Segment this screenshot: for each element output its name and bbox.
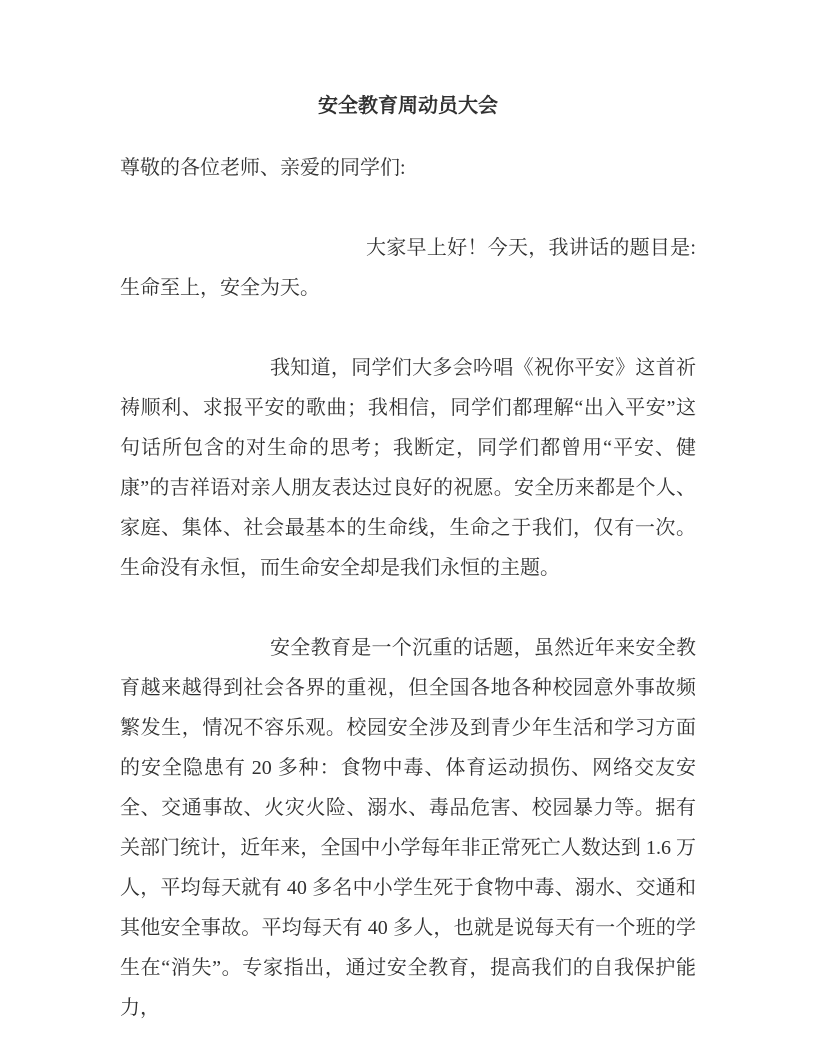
document-title: 安全教育周动员大会 — [318, 95, 498, 117]
body-paragraph-2: 安全教育是一个沉重的话题，虽然近年来安全教育越来越得到社会各界的重视，但全国各地各种校园意外事故频繁发生，情况不容乐观。校园安全涉及到青少年生活和学习方面的安全隐患有 20 多种：食物中毒、体育运动损伤、网络交友安全、交通事故、火灾火险、溺水、毒品危害、校园暴力等。据有关部门统计，近年来，全国中小学每年非正常死亡人数达到 1.6 万人，平均每天就有 40 多名中小学生死于食物中毒、溺水、交通和其他安全事故。平均每天有 40 多人，也就是说每天有一个班的学生在“消失”。专家指出，通过安全教育，提高我们的自我保护能力， — [120, 637, 696, 1019]
body-paragraph-1: 我知道，同学们大多会吟唱《祝你平安》这首祈祷顺利、求报平安的歌曲；我相信，同学们都理解“出入平安”这句话所包含的对生命的思考；我断定，同学们都曾用“平安、健康”的吉祥语对亲人朋友表达过良好的祝愿。安全历来都是个人、家庭、集体、社会最基本的生命线，生命之于我们，仅有一次。生命没有永恒，而生命安全却是我们永恒的主题。 — [120, 357, 696, 579]
opening-paragraph: 大家早上好！今天，我讲话的题目是:生命至上，安全为天。 — [120, 237, 696, 299]
salutation-line: 尊敬的各位老师、亲爱的同学们: — [120, 157, 406, 179]
